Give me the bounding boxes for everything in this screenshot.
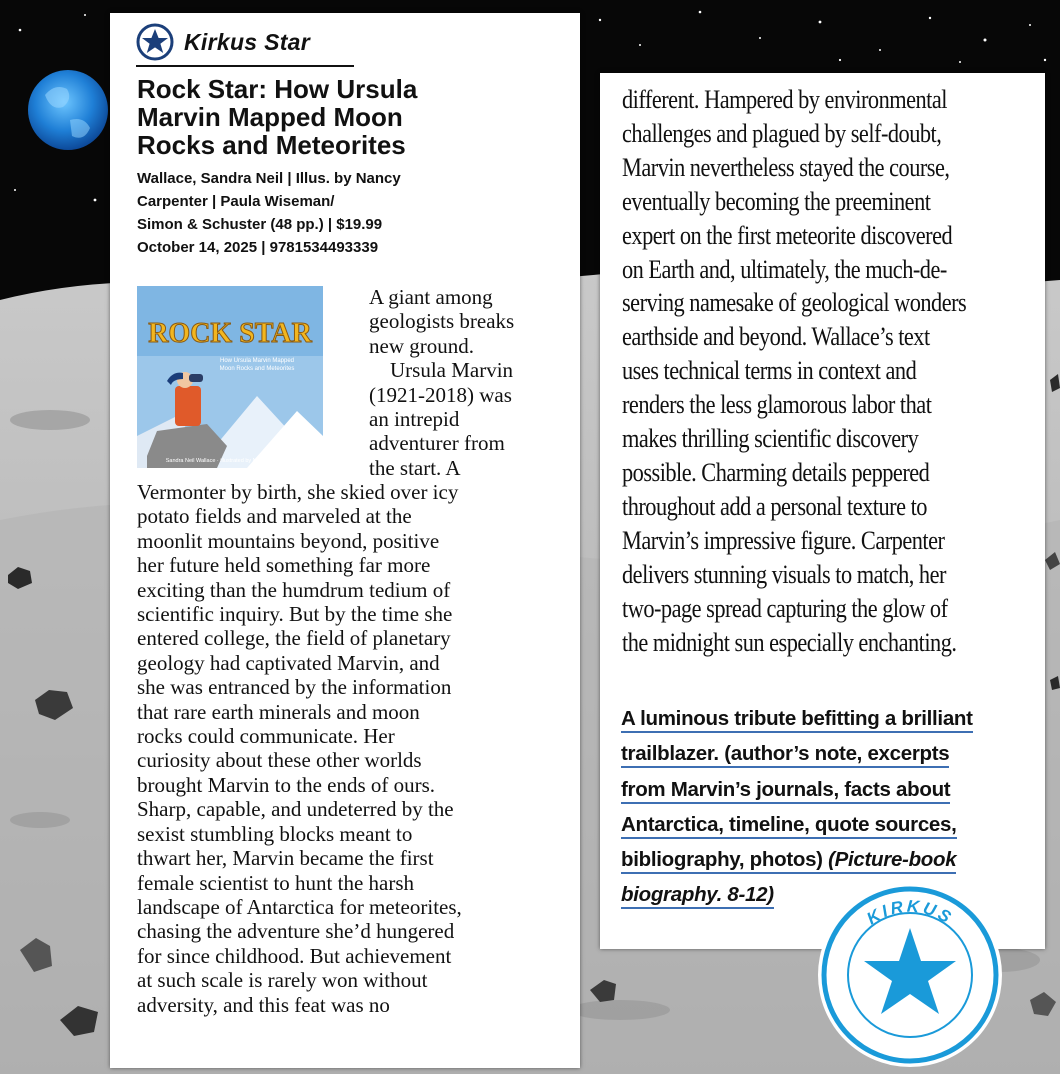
review-opening <box>369 285 569 480</box>
review-line: A giant among <box>369 285 493 309</box>
verdict-line: from Marvin’s journals, facts about <box>621 778 950 804</box>
review-line: entered college, the field of planetary <box>137 626 451 651</box>
review-line: landscape of Antarctica for meteorites, <box>137 894 462 919</box>
cover-subtitle-line: Moon Rocks and Meteorites <box>219 366 295 372</box>
review-line: brought Marvin to the ends of ours. <box>137 772 436 797</box>
review-line: Marvin’s impressive figure. Carpenter <box>622 525 945 555</box>
book-cover-image <box>137 286 323 468</box>
review-line: throughout add a personal texture to <box>622 491 927 521</box>
review-line: the start. A <box>369 455 461 480</box>
review-line: Ursula Marvin <box>369 358 514 383</box>
cover-title: ROCK STAR <box>148 318 312 349</box>
review-line: her future held something far more <box>137 553 431 578</box>
review-line: Vermonter by birth, she skied over icy <box>137 480 459 504</box>
credit-line: Simon & Schuster (48 pp.) | $19.99 <box>137 216 383 233</box>
review-line: sexist stumbling blocks meant to <box>137 821 413 846</box>
review-line: an intrepid <box>369 407 460 432</box>
review-column-left <box>110 13 580 1068</box>
review-line: curiosity about these other worlds <box>137 748 422 773</box>
credit-line: Carpenter | Paula Wiseman/ <box>137 193 335 210</box>
kirkus-star-header <box>136 21 354 67</box>
credit-line: Wallace, Sandra Neil | Illus. by Nancy <box>137 170 401 187</box>
review-line: on Earth and, ultimately, the much-de- <box>622 254 947 284</box>
review-continued <box>622 83 983 659</box>
review-line: (1921-2018) was <box>369 382 512 407</box>
verdict-line: Antarctica, timeline, quote sources, <box>621 813 957 839</box>
credit-line: October 14, 2025 | 9781534493339 <box>137 239 379 256</box>
book-title-line: Marvin Mapped Moon <box>137 102 403 132</box>
review-line: new ground. <box>369 333 474 358</box>
review-line: two-page spread capturing the glow of <box>622 593 948 623</box>
review-line: scientific inquiry. But by the time she <box>137 602 453 627</box>
review-line: expert on the first meteorite discovered <box>622 220 953 250</box>
kirkus-star-seal <box>815 880 1005 1070</box>
review-line: challenges and plagued by self-doubt, <box>622 118 942 148</box>
review-line: geology had captivated Marvin, and <box>137 650 440 675</box>
kirkus-star-label: Kirkus Star <box>184 29 311 55</box>
verdict-line: trailblazer. (author’s note, excerpts <box>621 742 949 768</box>
review-line: exciting than the humdrum tedium of <box>137 577 451 602</box>
review-line: uses technical terms in context and <box>622 356 917 386</box>
review-line: adventurer from <box>369 431 505 456</box>
book-title-line: Rocks and Meteorites <box>137 130 406 160</box>
verdict-category: biography. 8-12) <box>621 883 774 907</box>
star-badge-icon <box>136 23 174 61</box>
review-line: serving namesake of geological wonders <box>622 288 967 318</box>
review-line: potato fields and marveled at the <box>137 504 412 529</box>
review-line: for since childhood. But achievement <box>137 943 452 968</box>
review-line: she was entranced by the information <box>137 675 452 700</box>
review-body <box>137 480 577 1017</box>
review-line: possible. Charming details peppered <box>622 457 930 487</box>
review-line: different. Hampered by environmental <box>622 85 947 114</box>
cover-subtitle-line: How Ursula Marvin Mapped <box>219 358 295 364</box>
book-title <box>137 75 557 159</box>
book-title-line: Rock Star: How Ursula <box>137 74 418 104</box>
verdict-line: bibliography, photos) <box>621 848 823 872</box>
verdict-category: (Picture-book <box>828 848 957 872</box>
review-line: thwart her, Marvin became the first <box>137 846 434 871</box>
review-line: earthside and beyond. Wallace’s text <box>622 322 930 352</box>
review-line: that rare earth minerals and moon <box>137 699 420 724</box>
review-line: eventually becoming the preeminent <box>622 186 931 216</box>
review-line: makes thrilling scientific discovery <box>622 424 919 454</box>
review-line: at such scale is rarely won without <box>137 968 428 993</box>
seal-top-text: KIRKUS <box>863 896 957 929</box>
cover-credit: Sandra Neil Wallace · illustrated by Nancy Carpenter <box>165 458 295 464</box>
review-line: geologists breaks <box>369 309 515 334</box>
review-line: renders the less glamorous labor that <box>622 390 932 420</box>
verdict-line: A luminous tribute befitting a brilliant <box>621 707 973 733</box>
review-line: moonlit mountains beyond, positive <box>137 528 440 553</box>
review-line: adversity, and this feat was no <box>137 992 390 1017</box>
review-line: the midnight sun especially enchanting. <box>622 627 957 657</box>
review-line: female scientist to hunt the harsh <box>137 870 415 895</box>
review-line: Marvin nevertheless stayed the course, <box>622 152 950 182</box>
book-credits <box>137 167 557 259</box>
review-line: Sharp, capable, and undeterred by the <box>137 797 454 822</box>
review-line: chasing the adventure she’d hungered <box>137 919 455 944</box>
review-line: rocks could communicate. Her <box>137 724 395 749</box>
earth-illustration <box>28 70 108 150</box>
review-column-right <box>600 73 1045 949</box>
review-line: delivers stunning visuals to match, her <box>622 559 946 589</box>
